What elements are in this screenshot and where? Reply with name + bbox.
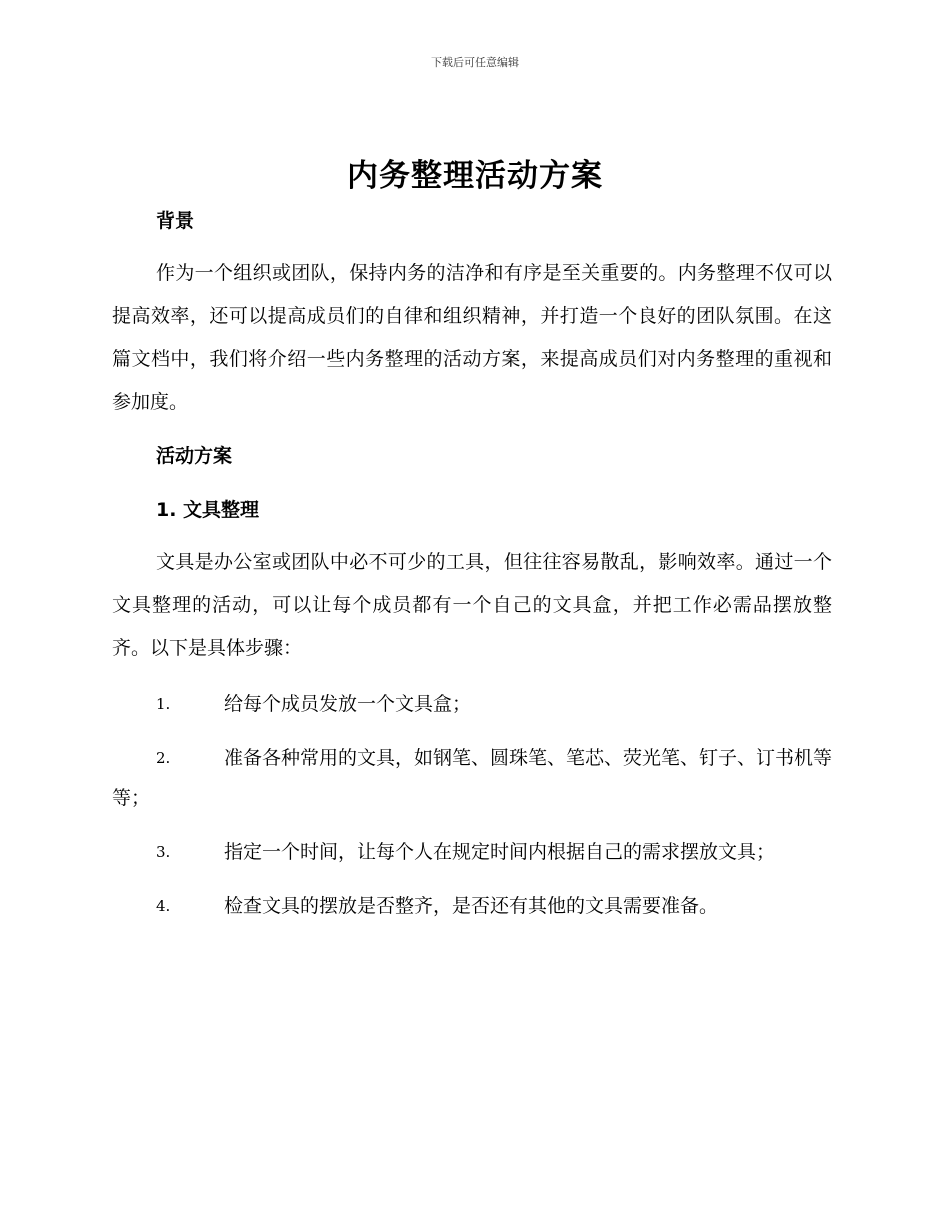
list-item	[112, 832, 832, 872]
background-heading: 背景	[156, 210, 195, 232]
list-item	[112, 738, 832, 818]
list-item-text: 检查文具的摆放是否整齐，是否还有其他的文具需要准备。	[224, 895, 719, 917]
stationery-paragraph: 文具是办公室或团队中必不可少的工具，但往往容易散乱，影响效率。通过一个文具整理的活动，可以让每个成员都有一个自己的文具盒，并把工作必需品摆放整齐。以下是具体步骤：	[112, 551, 832, 659]
list-item-text: 准备各种常用的文具，如钢笔、圆珠笔、笔芯、荧光笔、钉子、订书机等等；	[112, 747, 833, 809]
list-item	[112, 684, 832, 724]
background-paragraph: 作为一个组织或团队，保持内务的洁净和有序是至关重要的。内务整理不仅可以提高效率，还可以提高成员们的自律和组织精神，并打造一个良好的团队氛围。在这篇文档中，我们将介绍一些内务整理的活动方案，来提高成员们对内务整理的重视和参加度。	[112, 262, 832, 413]
list-item-number: 4.	[156, 897, 171, 915]
list-item-number: 3.	[156, 843, 171, 861]
plan-heading: 活动方案	[156, 445, 233, 467]
list-item-number: 1.	[156, 695, 171, 713]
list-item	[112, 886, 832, 926]
list-item-number: 2.	[156, 749, 171, 767]
stationery-heading: 1. 文具整理	[156, 499, 260, 521]
list-item-text: 指定一个时间，让每个人在规定时间内根据自己的需求摆放文具；	[224, 841, 776, 863]
list-item-text: 给每个成员发放一个文具盒；	[224, 693, 472, 715]
document-title: 内务整理活动方案	[347, 158, 603, 194]
document-body	[112, 200, 832, 926]
page-header-note: 下载后可任意编辑	[431, 56, 519, 69]
